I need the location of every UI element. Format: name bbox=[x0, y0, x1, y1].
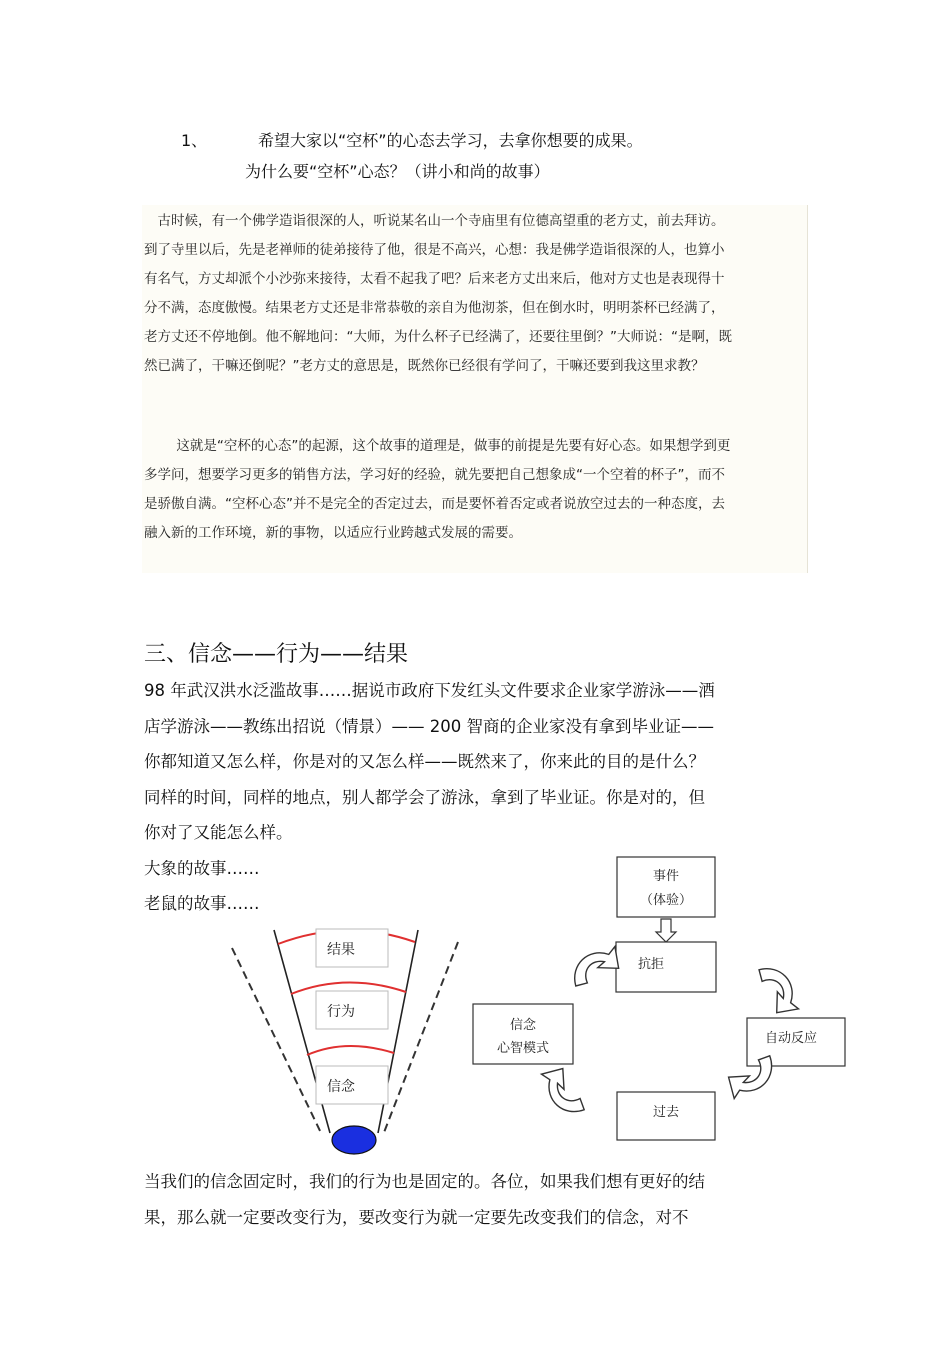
section-title: 三、信念——行为——结果 bbox=[144, 642, 409, 667]
closing-line: 果，那么就一定要改变行为，要改变行为就一定要先改变我们的信念，对不 bbox=[144, 1207, 689, 1227]
belief-sublabel: 心智模式 bbox=[496, 1041, 550, 1056]
header-line-1: 希望大家以“空杯”的心态去学习，去拿你想要的成果。 bbox=[258, 131, 643, 150]
section-line: 98 年武汉洪水泛滥故事……据说市政府下发红头文件要求企业家学游泳——酒 bbox=[144, 681, 715, 700]
label-behavior: 行为 bbox=[327, 1004, 355, 1020]
header-line-2: 为什么要“空杯”心态？（讲小和尚的故事） bbox=[245, 162, 550, 181]
event-box bbox=[617, 857, 715, 917]
cup-dashed-left bbox=[232, 948, 322, 1135]
label-belief: 信念 bbox=[327, 1079, 355, 1095]
closing-paragraph bbox=[144, 1164, 794, 1235]
past-label: 过去 bbox=[653, 1105, 680, 1120]
belief-label: 信念 bbox=[509, 1018, 537, 1033]
section-line: 店学游泳——教练出招说（情景）—— 200 智商的企业家没有拿到毕业证—— bbox=[144, 716, 714, 736]
curved-arrow-icon bbox=[541, 1065, 584, 1120]
elephant-story: 大象的故事…… bbox=[144, 859, 260, 878]
curved-arrow-icon bbox=[569, 947, 623, 986]
story-paragraph-2: 这就是“空杯的心态”的起源，这个故事的道理是，做事的前提是先要有好心态。如果想学到更多学问，想要学习更多的销售方法，学习好的经验，就先要把自己想象成“一个空着的杯子”，而不是骄傲自满。“空杯心态”并不是完全的否定过去，而是要怀着否定或者说放空过去的一种态度，去融入新的工作环境，新的事物，以适应行业跨越式发展的需要。 bbox=[144, 438, 731, 541]
cup-base bbox=[332, 1126, 376, 1154]
curved-arrow-icon bbox=[759, 963, 798, 1017]
closing-line: 当我们的信念固定时，我们的行为也是固定的。各位，如果我们想有更好的结 bbox=[144, 1172, 705, 1191]
resist-label: 抗拒 bbox=[638, 957, 665, 972]
resist-box bbox=[616, 942, 716, 992]
event-label: 事件 bbox=[652, 869, 680, 884]
section-line: 你都知道又怎么样，你是对的又怎么样——既然来了，你来此的目的是什么？ bbox=[144, 752, 705, 771]
event-sublabel: （体验） bbox=[639, 893, 693, 908]
section-paragraph bbox=[144, 673, 794, 851]
cycle-diagram bbox=[468, 852, 850, 1147]
cup-dashed-right bbox=[383, 942, 458, 1135]
list-number: 1、 bbox=[181, 131, 208, 150]
section-line: 你对了又能怎么样。 bbox=[144, 823, 293, 842]
label-result: 结果 bbox=[327, 942, 355, 958]
down-arrow-icon bbox=[656, 919, 676, 942]
auto-reaction-label: 自动反应 bbox=[765, 1031, 818, 1046]
mouse-story: 老鼠的故事…… bbox=[144, 894, 260, 913]
section-line: 同样的时间，同样的地点，别人都学会了游泳，拿到了毕业证。你是对的，但 bbox=[144, 787, 705, 807]
cup-diagram bbox=[220, 920, 470, 1160]
story-paragraph-1: 古时候，有一个佛学造诣很深的人，听说某名山一个寺庙里有位德高望重的老方丈，前去拜访。到了寺里以后，先是老禅师的徒弟接待了他，很是不高兴，心想：我是佛学造诣很深的人，也算小有名气，方丈却派个小沙弥来接待，太看不起我了吧？后来老方丈出来后，他对方丈也是表现得十分不满，态度傲慢。结果老方丈还是非常恭敬的亲自为他沏茶，但在倒水时，明明茶杯已经满了，老方丈还不停地倒。他不解地问：“大师，为什么杯子已经满了，还要往里倒？”大师说：“是啊，既然已满了，干嘛还倒呢？”老方丈的意思是，既然你已经很有学问了，干嘛还要到我这里求教？ bbox=[144, 213, 732, 374]
arc-belief bbox=[307, 1046, 394, 1055]
